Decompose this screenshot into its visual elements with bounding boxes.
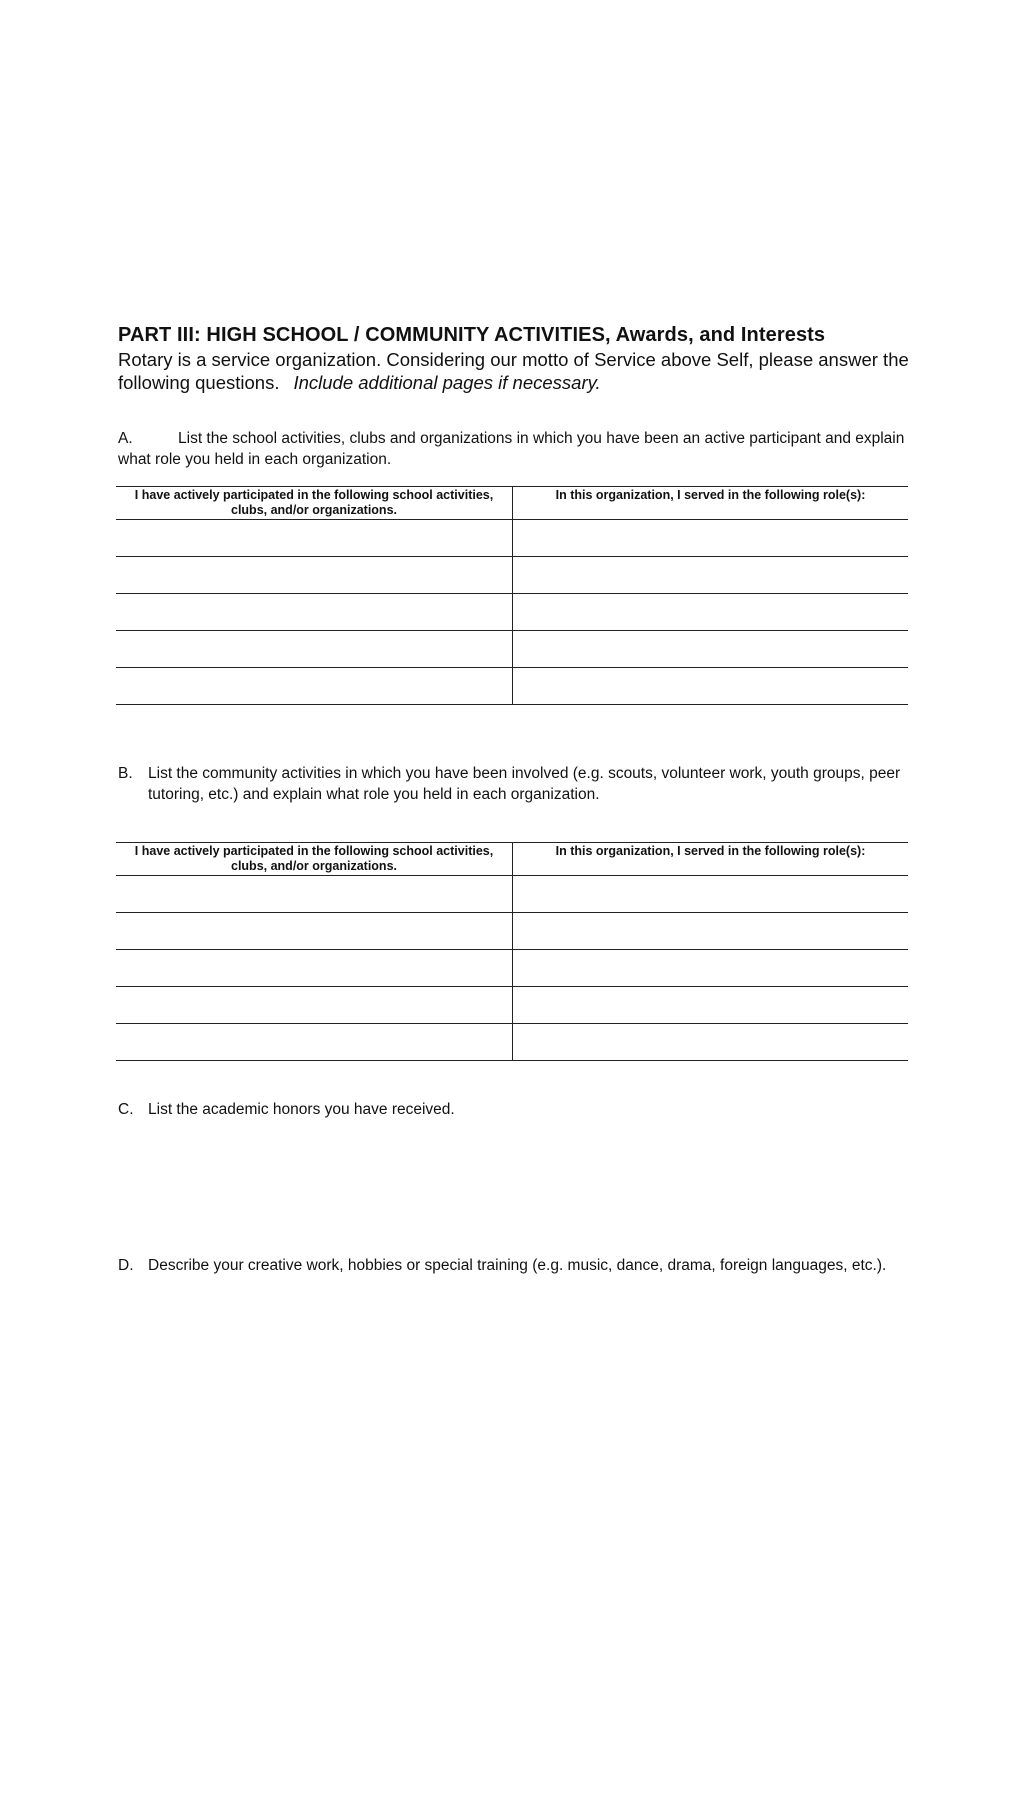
- role-cell[interactable]: [513, 950, 909, 987]
- activity-cell[interactable]: [116, 520, 513, 557]
- intro-text: Rotary is a service organization. Considering our motto of Service above Self, please answer the following questions.: [118, 349, 909, 393]
- part-intro: [118, 348, 918, 394]
- section-a-letter: A.: [118, 430, 133, 447]
- activity-cell[interactable]: [116, 913, 513, 950]
- column-header-roles: In this organization, I served in the following role(s):: [513, 487, 909, 520]
- activity-cell[interactable]: [116, 668, 513, 705]
- section-c-text: List the academic honors you have received.: [148, 1101, 455, 1118]
- table-row: [116, 631, 908, 668]
- section-a-text: List the school activities, clubs and organizations in which you have been an active participant and explain what role you held in each organization.: [118, 430, 905, 468]
- section-d-letter: D.: [118, 1257, 134, 1274]
- role-cell[interactable]: [513, 631, 909, 668]
- section-d-instructions: [118, 1255, 918, 1276]
- section-c-letter: C.: [118, 1101, 134, 1118]
- activity-cell[interactable]: [116, 987, 513, 1024]
- column-header-activities: I have actively participated in the following school activities, clubs, and/or organizations.: [116, 487, 513, 520]
- role-cell[interactable]: [513, 520, 909, 557]
- section-c-instructions: [118, 1099, 918, 1120]
- table-row: [116, 594, 908, 631]
- table-row: [116, 557, 908, 594]
- role-cell[interactable]: [513, 876, 909, 913]
- section-b-instructions: [118, 763, 918, 805]
- table-row: [116, 668, 908, 705]
- part-title: PART III: HIGH SCHOOL / COMMUNITY ACTIVITIES, Awards, and Interests: [118, 324, 826, 346]
- role-cell[interactable]: [513, 557, 909, 594]
- column-header-roles: In this organization, I served in the following role(s):: [513, 843, 909, 876]
- table-header-row: [116, 843, 908, 876]
- section-b-letter: B.: [118, 765, 133, 782]
- section-b-table: [116, 842, 908, 1061]
- column-header-activities: I have actively participated in the following school activities, clubs, and/or organizations.: [116, 843, 513, 876]
- role-cell[interactable]: [513, 668, 909, 705]
- section-d-text: Describe your creative work, hobbies or special training (e.g. music, dance, drama, foreign languages, etc.).: [148, 1257, 887, 1274]
- activity-cell[interactable]: [116, 1024, 513, 1061]
- table-row: [116, 876, 908, 913]
- table-header-row: [116, 487, 908, 520]
- table-row: [116, 1024, 908, 1061]
- table-row: [116, 950, 908, 987]
- table-row: [116, 520, 908, 557]
- activity-cell[interactable]: [116, 594, 513, 631]
- activity-cell[interactable]: [116, 876, 513, 913]
- section-b-text: List the community activities in which you have been involved (e.g. scouts, volunteer work, youth groups, peer tutoring, etc.) and explain what role you held in each organization.: [148, 765, 901, 803]
- section-a-table: [116, 486, 908, 705]
- intro-note: Include additional pages if necessary.: [293, 372, 601, 393]
- activity-cell[interactable]: [116, 950, 513, 987]
- role-cell[interactable]: [513, 1024, 909, 1061]
- table-row: [116, 987, 908, 1024]
- activity-cell[interactable]: [116, 631, 513, 668]
- activity-cell[interactable]: [116, 557, 513, 594]
- table-row: [116, 913, 908, 950]
- role-cell[interactable]: [513, 913, 909, 950]
- role-cell[interactable]: [513, 987, 909, 1024]
- role-cell[interactable]: [513, 594, 909, 631]
- section-a-instructions: [118, 428, 918, 470]
